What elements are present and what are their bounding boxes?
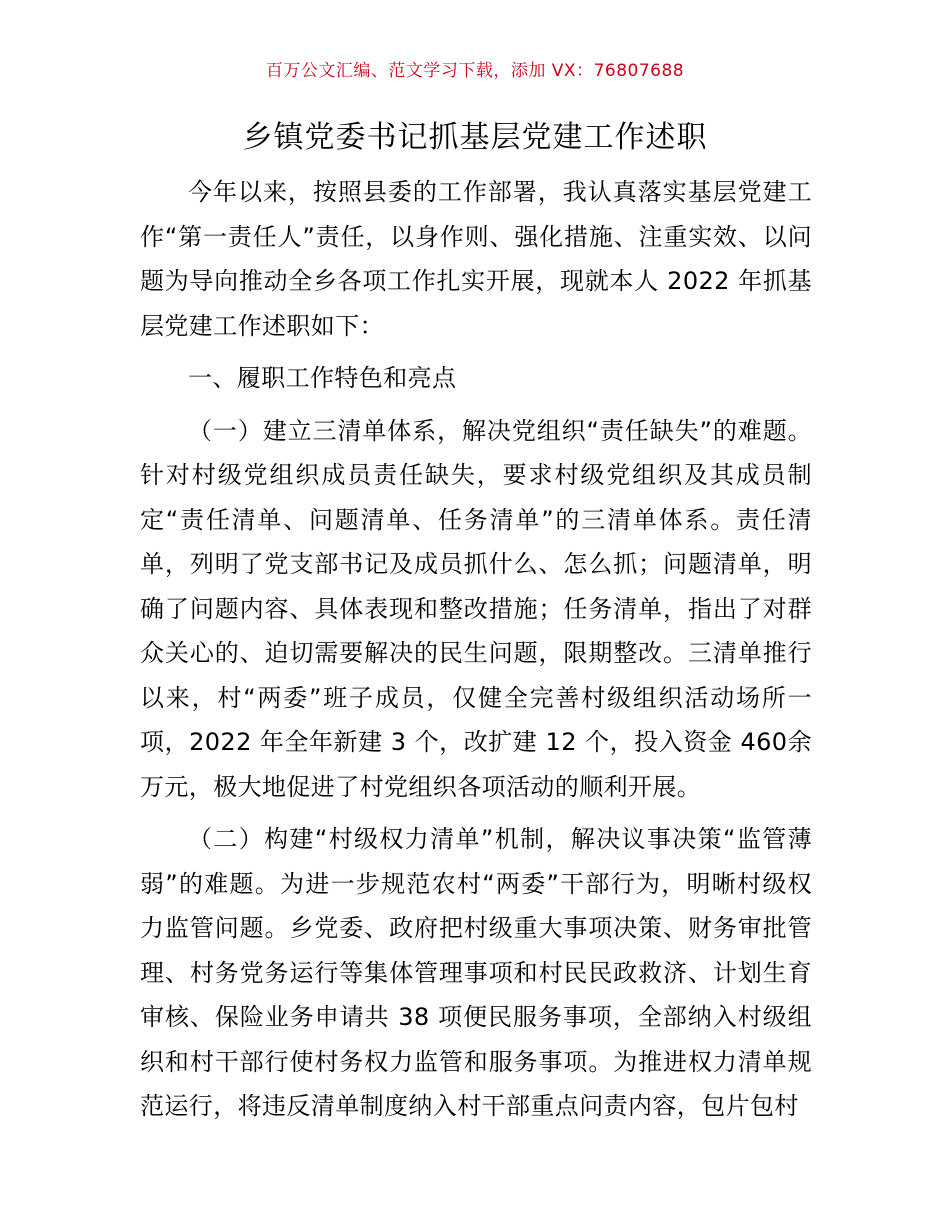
header-promo-note: 百万公文汇编、范文学习下载，添加 VX：76807688 <box>265 61 685 81</box>
document-body <box>140 170 812 1129</box>
section-heading-1: 一、履职工作特色和亮点 <box>188 364 457 392</box>
subsection-paragraph-1: （一）建立三清单体系，解决党组织“责任缺失”的难题。针对村级党组织成员责任缺失，要求村级党组织及其成员制定“责任清单、问题清单、任务清单”的三清单体系。责任清单，列明了党支部书记及成员抓什么、怎么抓；问题清单，明确了问题内容、具体表现和整改措施；任务清单，指出了对群众关心的、迫切需要解决的民生问题，限期整改。三清单推行以来，村“两委”班子成员，仅健全完善村级组织活动场所一项，2022 年全年新建 3 个，改扩建 12 个，投入资金 460余万元，极大地促进了村党组织各项活动的顺利开展。 <box>140 416 812 801</box>
document-title: 乡镇党委书记抓基层党建工作述职 <box>242 120 708 155</box>
subsection-paragraph-2: （二）构建“村级权力清单”机制，解决议事决策“监管薄弱”的难题。为进一步规范农村“两委”干部行为，明晰村级权力监管问题。乡党委、政府把村级重大事项决策、财务审批管理、村务党务运行等集体管理事项和村民民政救济、计划生育审核、保险业务申请共 38 项便民服务事项，全部纳入村级组织和村干部行使村务权力监管和服务事项。为推进权力清单规范运行，将违反清单制度纳入村干部重点问责内容，包片包村 <box>140 825 812 1120</box>
intro-paragraph: 今年以来，按照县委的工作部署，我认真落实基层党建工作“第一责任人”责任，以身作则、强化措施、注重实效、以问题为导向推动全乡各项工作扎实开展，现就本人 2022 年抓基层党建工作述职如下： <box>140 178 812 340</box>
